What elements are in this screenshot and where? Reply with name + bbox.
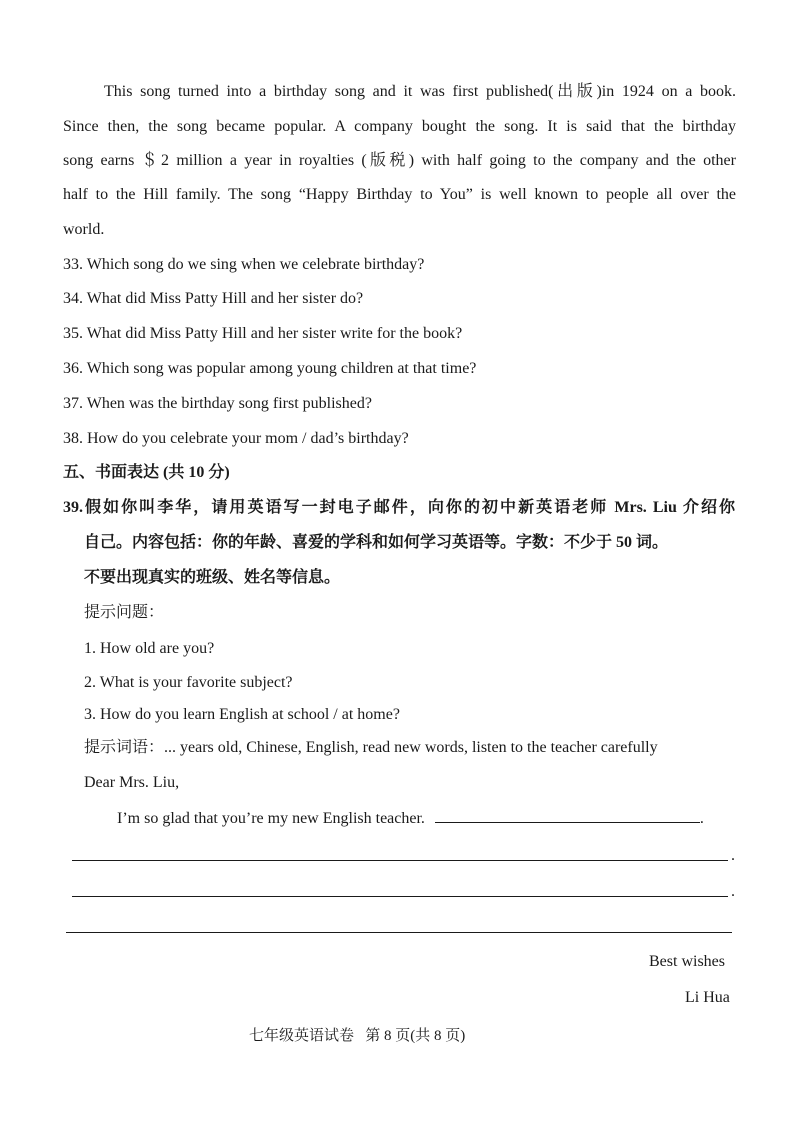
hint-item: 1. How old are you? [84, 640, 215, 657]
page-footer: 七年级英语试卷 第 8 页(共 8 页) [249, 1028, 466, 1044]
passage-line: song earns ＄2 million a year in royalties (版税) with half going to the company and the other [63, 152, 736, 169]
passage-line: half to the Hill family. The song “Happy Birthday to You” is well known to people all over the [63, 186, 736, 203]
task-line: 自己。内容包括：你的年龄、喜爱的学科和如何学习英语等。字数：不少于 50 词。 [84, 534, 669, 551]
answer-line[interactable] [72, 896, 728, 897]
hint-item: 3. How do you learn English at school / at home? [84, 706, 400, 723]
question-item: 33. Which song do we sing when we celebrate birthday? [63, 256, 425, 273]
line-end-period: . [699, 810, 704, 827]
passage-line: world. [63, 221, 105, 238]
answer-line[interactable] [72, 860, 728, 861]
words-hint: 提示词语：... years old, Chinese, English, read new words, listen to the teacher carefully [84, 739, 658, 756]
line-end-period: . [731, 883, 735, 900]
task-line: 39.假如你叫李华，请用英语写一封电子邮件，向你的初中新英语老师 Mrs. Liu 介绍你 [63, 499, 735, 516]
hint-title: 提示问题： [84, 604, 165, 621]
question-item: 34. What did Miss Patty Hill and her sister do? [63, 290, 364, 307]
answer-blank[interactable] [435, 808, 700, 823]
letter-opening: I’m so glad that you’re my new English teacher. [117, 810, 425, 827]
letter-opening-line [117, 808, 704, 829]
letter-closing: Best wishes [649, 953, 725, 970]
line-end-period: . [731, 847, 735, 864]
section-heading: 五、书面表达 (共 10 分) [63, 464, 230, 481]
question-item: 35. What did Miss Patty Hill and her sister write for the book? [63, 325, 463, 342]
hint-item: 2. What is your favorite subject? [84, 674, 293, 691]
passage-line: Since then, the song became popular. A company bought the song. It is said that the birthday [63, 118, 736, 135]
letter-signature: Li Hua [685, 989, 730, 1006]
question-item: 37. When was the birthday song first published? [63, 395, 372, 412]
passage-line: This song turned into a birthday song and it was first published(出版)in 1924 on a book. [104, 83, 736, 100]
question-item: 36. Which song was popular among young children at that time? [63, 360, 477, 377]
letter-salutation: Dear Mrs. Liu, [84, 774, 180, 791]
answer-line[interactable] [66, 932, 732, 933]
question-item: 38. How do you celebrate your mom / dad’s birthday? [63, 430, 409, 447]
task-line: 不要出现真实的班级、姓名等信息。 [84, 569, 341, 586]
